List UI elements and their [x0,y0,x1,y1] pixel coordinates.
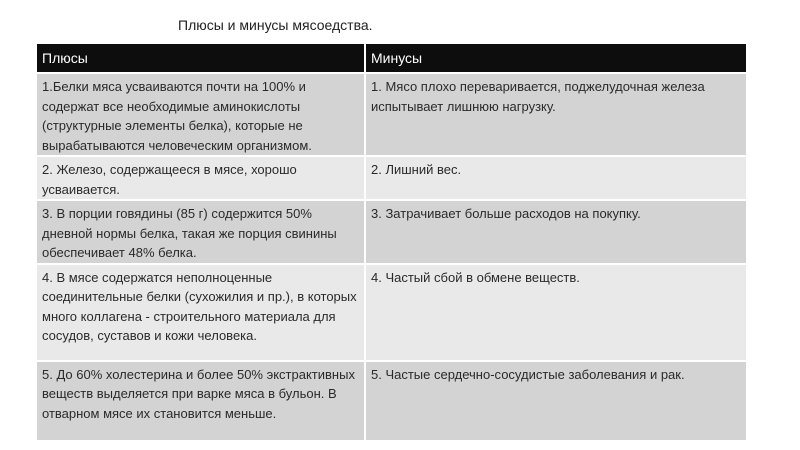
pros-cell: 5. До 60% холестерина и более 50% экстрактивных веществ выделяется при варке мяса в бульон. В отварном мясе их становится меньше. [37,361,365,440]
header-pros: Плюсы [37,44,365,73]
table-row [37,200,746,264]
pros-cell: 2. Железо, содержащееся в мясе, хорошо усваивается. [37,156,365,200]
page-title: Плюсы и минусы мясоедства. [178,17,373,33]
table-row [37,156,746,200]
cons-cell: 2. Лишний вес. [365,156,746,200]
table-row [37,361,746,440]
table-header-row [37,44,746,73]
pros-cell: 4. В мясе содержатся неполноценные соединительные белки (сухожилия и пр.), в которых много коллагена - строительного материала для сосудов, суставов и кожи человека. [37,264,365,361]
header-cons: Минусы [365,44,746,73]
pros-cell: 1.Белки мяса усваиваются почти на 100% и содержат все необходимые аминокислоты (структурные элементы белка), которые не вырабатываются человеческим организмом. [37,73,365,156]
cons-cell: 5. Частые сердечно-сосудистые заболевания и рак. [365,361,746,440]
table-row [37,73,746,156]
cons-cell: 1. Мясо плохо переваривается, поджелудочная железа испытывает лишнюю нагрузку. [365,73,746,156]
pros-cell: 3. В порции говядины (85 г) содержится 50% дневной нормы белка, такая же порция свинины обеспечивает 48% белка. [37,200,365,264]
pros-cons-table [37,44,746,440]
cons-cell: 3. Затрачивает больше расходов на покупку. [365,200,746,264]
cons-cell: 4. Частый сбой в обмене веществ. [365,264,746,361]
table-row [37,264,746,361]
